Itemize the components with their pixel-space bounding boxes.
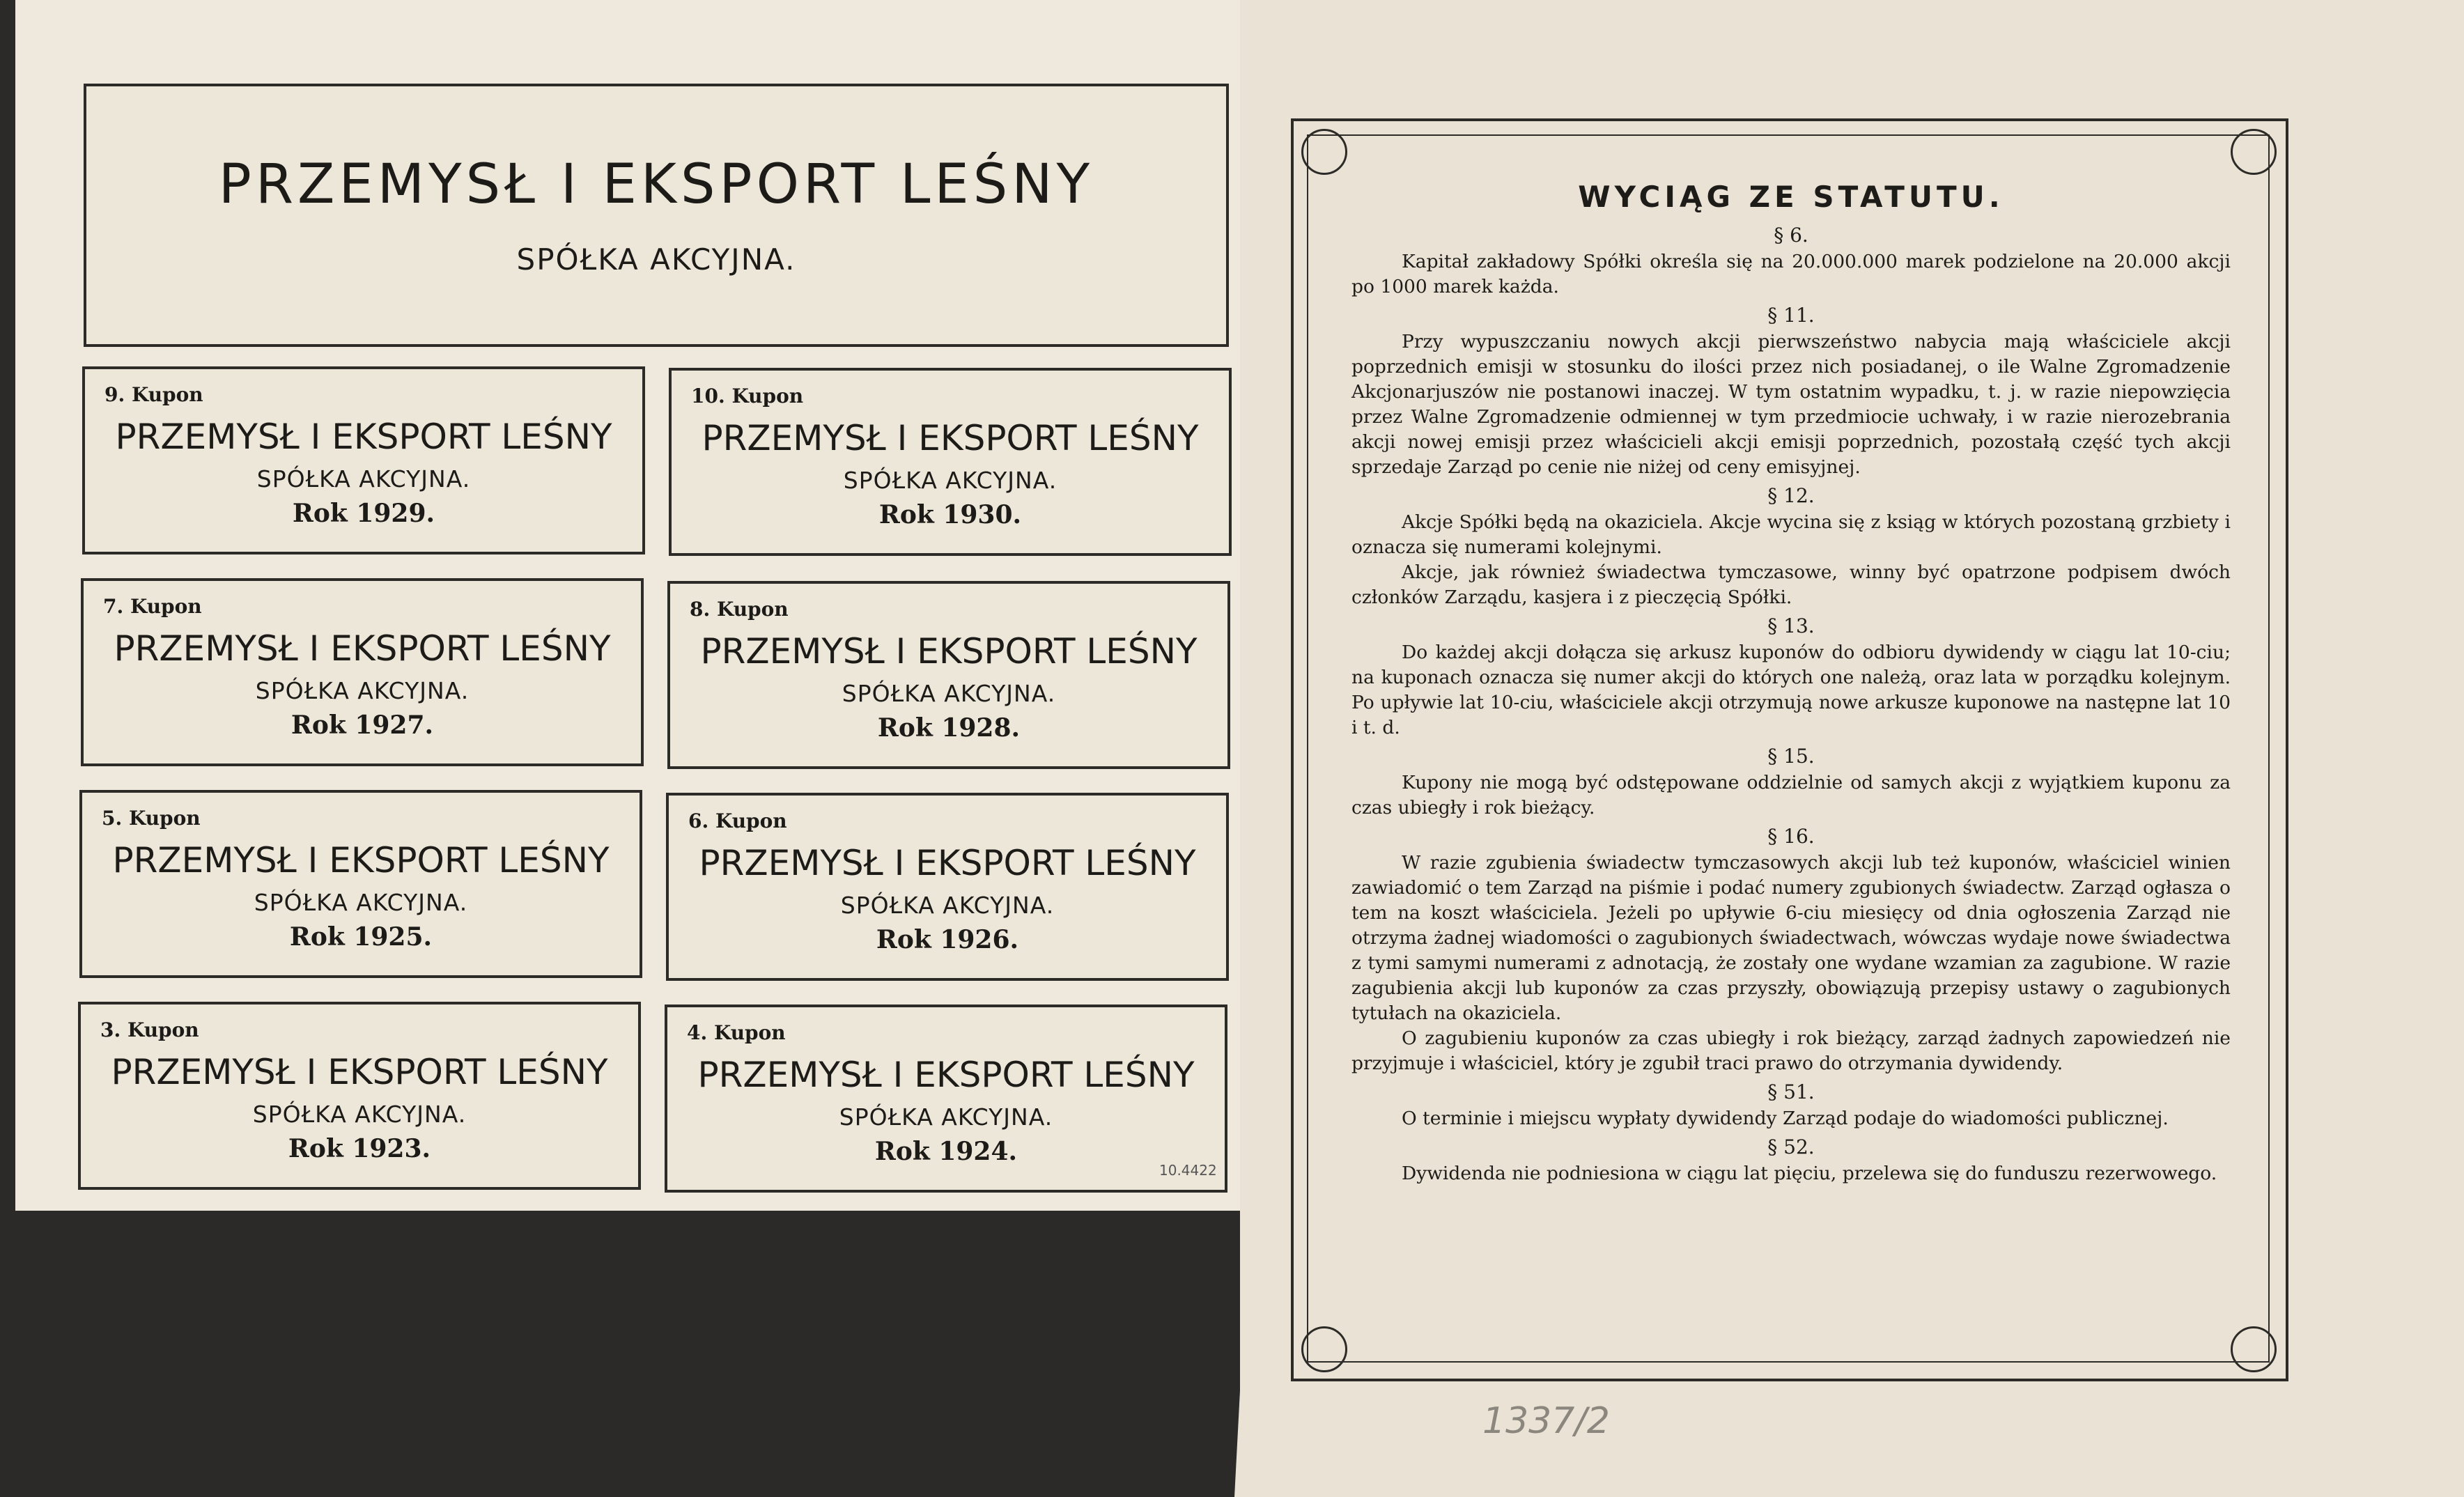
coupon-title: PRZEMYSŁ I EKSPORT LEŚNY: [702, 418, 1199, 458]
section-heading: § 15.: [1767, 745, 1815, 768]
coupon-10: [669, 368, 1232, 556]
coupon-number: 4. Kupon: [687, 1021, 786, 1044]
company-title: PRZEMYSŁ I EKSPORT LEŚNY: [218, 153, 1094, 216]
coupon-9: [82, 366, 645, 554]
coupon-number: 7. Kupon: [103, 595, 202, 618]
coupon-6: [666, 793, 1229, 981]
pencil-note: 1337/2: [1482, 1400, 1610, 1442]
section-paragraph: Akcje Spółki będą na okaziciela. Akcje wycina się z ksiąg w których pozostaną grzbiety i oznacza się numerami kolejnymi.: [1351, 511, 2231, 558]
section-heading: § 11.: [1767, 304, 1815, 327]
coupon-title: PRZEMYSŁ I EKSPORT LEŚNY: [699, 843, 1196, 883]
coupon-subtitle: SPÓŁKA AKCYJNA.: [254, 889, 468, 916]
coupon-7: [81, 578, 644, 766]
coupon-subtitle: SPÓŁKA AKCYJNA.: [255, 677, 470, 704]
section-heading: § 12.: [1767, 484, 1815, 507]
coupon-title: PRZEMYSŁ I EKSPORT LEŚNY: [114, 628, 611, 669]
section-paragraph: O zagubieniu kuponów za czas ubiegły i rok bieżący, zarząd żadnych zapowiedzeń nie przyjmuje i właściciel, który je zgubił traci prawo do otrzymania dywidendy.: [1351, 1027, 2231, 1074]
coupon-number: 6. Kupon: [688, 809, 787, 832]
section-paragraph: Kupony nie mogą być odstępowane oddzielnie od samych akcji z wyjątkiem kuponu za czas ubiegły i rok bieżący.: [1351, 772, 2231, 819]
coupon-4: [665, 1005, 1227, 1193]
section-paragraph: Kapitał zakładowy Spółki określa się na 20.000.000 marek podzielone na 20.000 akcji po 1000 marek każda.: [1351, 251, 2231, 297]
ornament-corner: [2231, 129, 2277, 175]
section-paragraph: Przy wypuszczaniu nowych akcji pierwszeństwo nabycia mają właściciele akcji poprzednich emisji w stosunku do ilości przez nich posiadanej, o ile Walne Zgromadzenie Akcjonarjuszów nie postanowi inaczej. W tym ostatnim wypadku, t. j. w razie niepowzięcia przez Walne Zgromadzenie odmiennej w tym przedmiocie uchwały, i w razie nierozebrania akcji nowej emisji przez właścicieli akcji emisji poprzednich, pozostałą część tych akcji sprzedaje Zarząd po cenie nie niżej od ceny emisyjnej.: [1351, 331, 2231, 478]
coupon-title: PRZEMYSŁ I EKSPORT LEŚNY: [697, 1055, 1195, 1095]
section-paragraph: Dywidenda nie podniesiona w ciągu lat pięciu, przelewa się do funduszu rezerwowego.: [1402, 1163, 2217, 1184]
coupon-number: 8. Kupon: [690, 598, 789, 621]
coupon-8: [667, 581, 1230, 769]
section-heading: § 51.: [1767, 1080, 1815, 1103]
section-paragraph: O terminie i miejscu wypłaty dywidendy Zarząd podaje do wiadomości publicznej.: [1402, 1108, 2169, 1129]
coupon-title: PRZEMYSŁ I EKSPORT LEŚNY: [115, 417, 612, 457]
coupon-subtitle: SPÓŁKA AKCYJNA.: [843, 467, 1057, 494]
coupon-year: Rok 1924.: [874, 1137, 1018, 1166]
coupon-year: Rok 1923.: [288, 1134, 431, 1163]
statute-extract: [1351, 180, 2231, 1186]
section-paragraph: W razie zgubienia świadectw tymczasowych akcji lub też kuponów, właściciel winien zawiadomić o tem Zarząd na piśmie i podać numery zgubionych świadectw. Zarząd ogłasza o tem na koszt właściciela. Jeżeli po upływie 6-ciu miesięcy od dnia ogłoszenia Zarząd nie otrzyma żadnej wiadomości o zagubionych świadectwach, wówczas wydaje nowe świadectwa z tymi samymi numerami z adnotacją, że zostały one wydane wzamian za zagubione. W razie zagubienia akcji lub kuponów za czas przyszły, obowiązują przepisy ustawy o zagubionych tytułach na okaziciela.: [1351, 852, 2231, 1024]
section-paragraph: Akcje, jak również świadectwa tymczasowe, winny być opatrzone podpisem dwóch członków Zarządu, kasjera i z pieczęcią Spółki.: [1351, 561, 2231, 608]
section-paragraph: Do każdej akcji dołącza się arkusz kuponów do odbioru dywidendy w ciągu lat 10-ciu; na kuponach oznacza się numer akcji do których one należą, oraz lata w porządku kolejnym. Po upływie lat 10-ciu, właściciele akcji otrzymują nowe arkusze kuponowe na następne lat 10 i t. d.: [1351, 642, 2231, 738]
header-panel: [84, 84, 1229, 347]
coupon-subtitle: SPÓŁKA AKCYJNA.: [840, 892, 1055, 919]
coupon-number: 5. Kupon: [102, 807, 201, 830]
coupon-subtitle: SPÓŁKA AKCYJNA.: [252, 1101, 467, 1128]
coupon-number: 9. Kupon: [104, 383, 203, 406]
coupon-title: PRZEMYSŁ I EKSPORT LEŚNY: [112, 840, 610, 881]
ornament-corner: [1301, 129, 1347, 175]
statute-title: WYCIĄG ZE STATUTU.: [1578, 180, 2004, 214]
coupon-5: [79, 790, 642, 978]
company-subtitle: SPÓŁKA AKCYJNA.: [516, 242, 796, 277]
coupon-year: Rok 1925.: [289, 922, 433, 952]
section-heading: § 13.: [1767, 614, 1815, 637]
coupon-3: [78, 1002, 641, 1190]
section-heading: § 6.: [1774, 224, 1808, 247]
section-heading: § 16.: [1767, 825, 1815, 848]
ornament-corner: [2231, 1326, 2277, 1372]
coupon-title: PRZEMYSŁ I EKSPORT LEŚNY: [700, 631, 1198, 672]
archive-stamp: 10.4422: [1159, 1162, 1217, 1179]
coupon-number: 10. Kupon: [691, 385, 804, 408]
ornament-corner: [1301, 1326, 1347, 1372]
coupon-subtitle: SPÓŁKA AKCYJNA.: [839, 1103, 1053, 1131]
coupon-number: 3. Kupon: [100, 1018, 199, 1041]
coupon-year: Rok 1928.: [877, 713, 1021, 743]
coupon-year: Rok 1929.: [292, 499, 435, 528]
coupon-title: PRZEMYSŁ I EKSPORT LEŚNY: [111, 1052, 608, 1092]
coupon-subtitle: SPÓŁKA AKCYJNA.: [256, 465, 471, 492]
coupon-year: Rok 1926.: [876, 925, 1019, 954]
coupon-year: Rok 1930.: [878, 500, 1022, 529]
section-heading: § 52.: [1767, 1135, 1815, 1158]
coupon-subtitle: SPÓŁKA AKCYJNA.: [842, 680, 1056, 707]
coupon-year: Rok 1927.: [290, 711, 434, 740]
